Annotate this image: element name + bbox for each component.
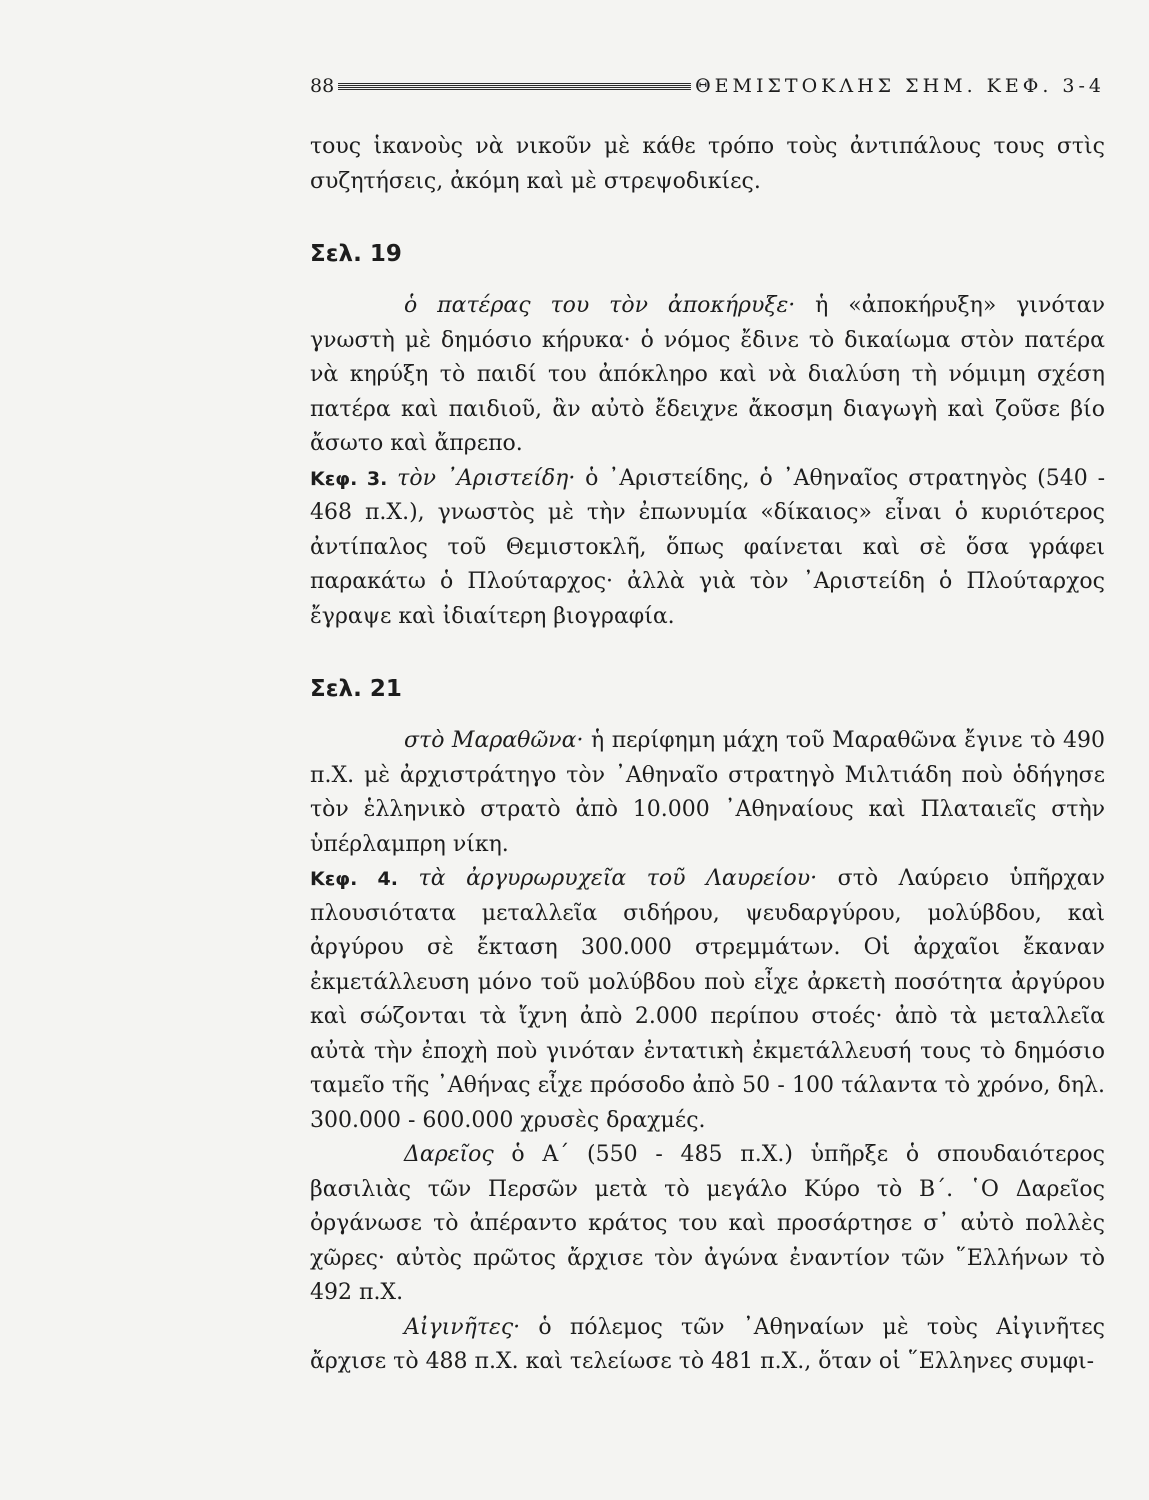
- note-lemma: ὁ πατέρας του τὸν ἀποκήρυξε·: [404, 293, 796, 318]
- paragraph-continued: [310, 130, 1105, 199]
- note-paragraph: [310, 724, 1105, 862]
- chapter-marker: Κεφ. 4.: [310, 868, 398, 890]
- note-text: ἡ «ἀποκήρυξη» γινόταν γνωστὴ μὲ δημόσιο κήρυκα· ὁ νόμος ἔδινε τὸ δικαίωμα στὸν πατέρα νὰ κηρύξη τὸ παιδί του ἀπόκληρο καὶ νὰ διαλύση τὴ νόμιμη σχέση πατέρα καὶ παιδιοῦ, ἂν αὐτὸ ἔδειχνε ἄκοσμη διαγωγὴ καὶ ζοῦσε βίο ἄσωτο καὶ ἄπρεπο.: [310, 293, 1105, 456]
- note-paragraph: [310, 289, 1105, 462]
- page-body: [310, 130, 1105, 1380]
- note-text: ὁ πόλεμος τῶν ᾿Αθηναίων μὲ τοὺς Αἰγινῆτες ἄρχισε τὸ 488 π.Χ. καὶ τελείωσε τὸ 481 π.Χ., ὅταν οἱ ῞Ελληνες συμφι-: [310, 1314, 1105, 1374]
- header-rule: [338, 83, 691, 90]
- note-lemma: Δαρεῖος: [404, 1142, 494, 1167]
- note-lemma: στὸ Μαραθῶνα·: [404, 728, 584, 753]
- book-page: [310, 66, 1105, 1466]
- chapter-marker: Κεφ. 3.: [310, 467, 388, 490]
- note-lemma: τὰ ἀργυρωρυχεῖα τοῦ Λαυρείου·: [397, 866, 818, 891]
- section-heading-sel-19: Σελ. 19: [310, 241, 402, 267]
- running-title: ΘΕΜΙΣΤΟΚΛΗΣ ΣΗΜ. ΚΕΦ. 3-4: [695, 75, 1105, 97]
- note-lemma: Αἰγινῆτες·: [404, 1314, 521, 1340]
- note-paragraph-chapter-3: [310, 462, 1105, 635]
- note-lemma: τὸν ᾿Αριστείδη·: [387, 465, 576, 491]
- running-header: [310, 66, 1105, 106]
- paragraph-text: τους ἱκανοὺς νὰ νικοῦν μὲ κάθε τρόπο τοὺς ἀντιπάλους τους στὶς συζητήσεις, ἀκόμη καὶ μὲ στρεψοδικίες.: [310, 134, 1105, 194]
- page-number: 88: [310, 75, 335, 97]
- note-text: ὁ Α΄ (550 - 485 π.Χ.) ὑπῆρξε ὁ σπουδαιότερος βασιλιὰς τῶν Περσῶν μετὰ τὸ μεγάλο Κύρο τὸ Β΄. ῾Ο Δαρεῖος ὀργάνωσε τὸ ἀπέραντο κράτος του καὶ προσάρτησε σ᾿ αὐτὸ πολλὲς χῶρες· αὐτὸς πρῶτος ἄρχισε τὸν ἀγώνα ἐναντίον τῶν ῞Ελλήνων τὸ 492 π.Χ.: [310, 1142, 1105, 1305]
- note-paragraph: [310, 1311, 1105, 1380]
- section-heading-sel-21: Σελ. 21: [310, 676, 402, 702]
- note-text: στὸ Λαύρειο ὑπῆρχαν πλουσιότατα μεταλλεῖα σιδήρου, ψευδαργύρου, μολύβδου, καὶ ἀργύρου σὲ ἔκταση 300.000 στρεμμάτων. Οἱ ἀρχαῖοι ἔκαναν ἐκμετάλλευση μόνο τοῦ μολύβδου ποὺ εἶχε ἀρκετὴ ποσότητα ἀργύρου καὶ σώζονται τὰ ἴχνη ἀπὸ 2.000 περίπου στοές· ἀπὸ τὰ μεταλλεῖα αὐτὰ τὴν ἐποχὴ ποὺ γινόταν ἐντατικὴ ἐκμετάλλευσή τους τὸ δημόσιο ταμεῖο τῆς ᾿Αθήνας εἶχε πρόσοδο ἀπὸ 50 - 100 τάλαντα τὸ χρόνο, δηλ. 300.000 - 600.000 χρυσὲς δραχμές.: [310, 866, 1105, 1133]
- note-text: ὁ ᾿Αριστείδης, ὁ ᾿Αθηναῖος στρατηγὸς (540 - 468 π.Χ.), γνωστὸς μὲ τὴν ἐπωνυμία «δίκαιος» εἶναι ὁ κυριότερος ἀντίπαλος τοῦ Θεμιστοκλῆ, ὅπως φαίνεται καὶ σὲ ὅσα γράφει παρακάτω ὁ Πλούταρχος· ἀλλὰ γιὰ τὸν ᾿Αριστείδη ὁ Πλούταρχος ἔγραψε καὶ ἰδιαίτερη βιογραφία.: [310, 465, 1106, 629]
- note-text: ἡ περίφημη μάχη τοῦ Μαραθῶνα ἔγινε τὸ 490 π.Χ. μὲ ἀρχιστράτηγο τὸν ᾿Αθηναῖο στρατηγὸ Μιλτιάδη ποὺ ὁδήγησε τὸν ἑλληνικὸ στρατὸ ἀπὸ 10.000 ᾿Αθηναίους καὶ Πλαταιεῖς στὴν ὑπέρλαμπρη νίκη.: [310, 728, 1105, 857]
- note-paragraph: [310, 1138, 1105, 1311]
- note-paragraph-chapter-4: [310, 862, 1105, 1138]
